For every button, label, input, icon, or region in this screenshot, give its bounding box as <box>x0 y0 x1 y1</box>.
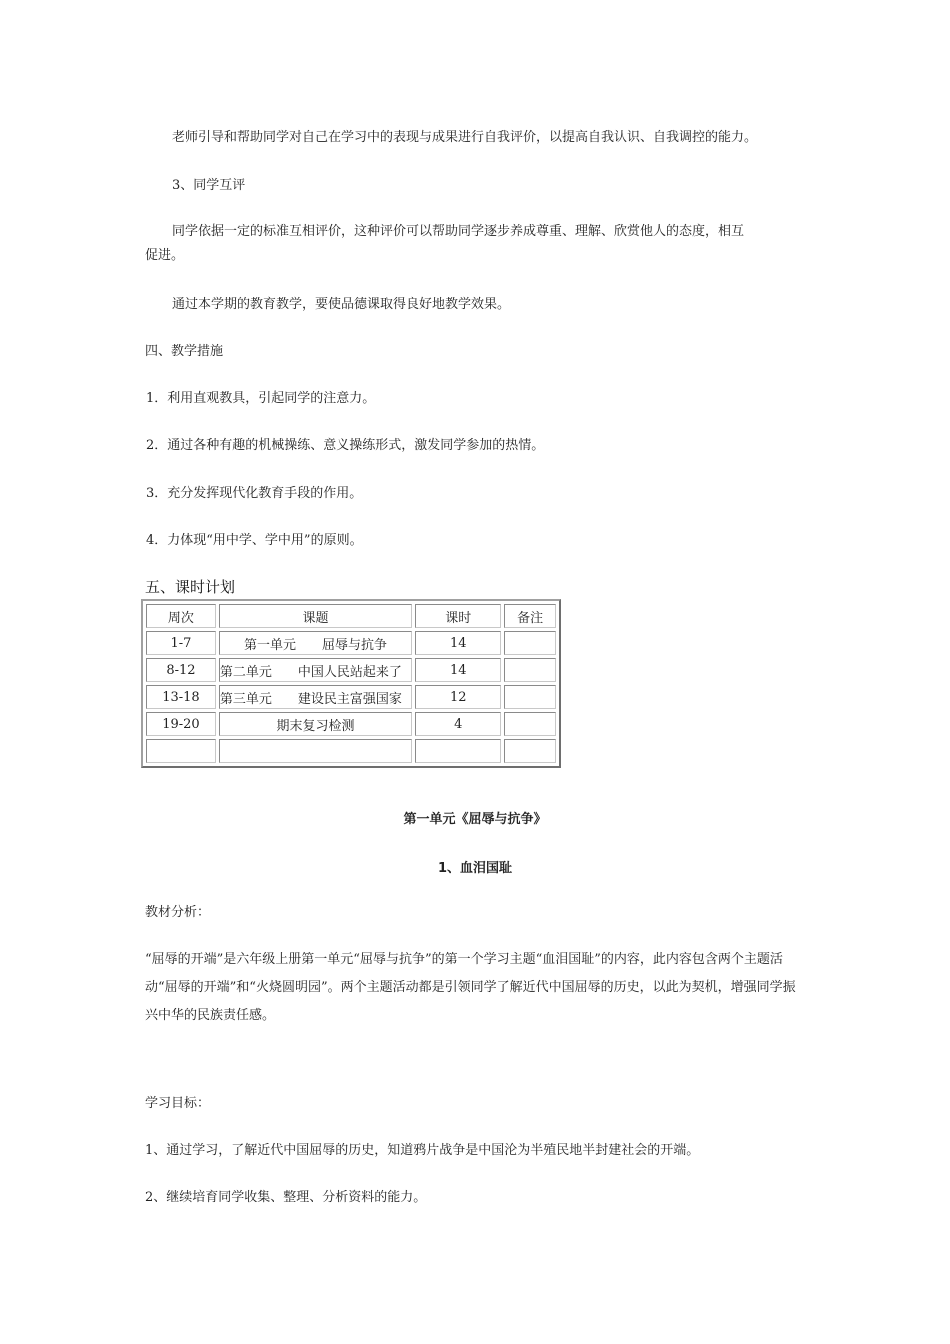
table-row <box>146 739 556 763</box>
table-row <box>146 631 556 655</box>
table-row <box>146 685 556 709</box>
header-cell: 周次 <box>146 604 216 628</box>
peer-eval-title: 3、同学互评 <box>172 178 246 193</box>
table-cell <box>504 658 556 682</box>
measure-item: 3．充分发挥现代化教育手段的作用。 <box>146 486 363 501</box>
objective-item: 2、继续培育同学收集、整理、分析资料的能力。 <box>145 1190 427 1205</box>
table-cell: 13-18 <box>146 685 216 709</box>
table-cell: 14 <box>415 631 501 655</box>
table-cell: 1-7 <box>146 631 216 655</box>
peer-eval-line-2: 促进。 <box>145 248 185 263</box>
goal-paragraph: 通过本学期的教育教学，要使品德课取得良好地教学效果。 <box>172 297 511 312</box>
table-cell: 第一单元 屈辱与抗争 <box>219 631 412 655</box>
schedule-title: 五、课时计划 <box>145 578 236 596</box>
self-eval-paragraph: 老师引导和帮助同学对自己在学习中的表现与成果进行自我评价，以提高自我认识、自我调控的能力。 <box>172 130 758 145</box>
table-cell <box>504 631 556 655</box>
table-cell: 19-20 <box>146 712 216 736</box>
header-cell: 课时 <box>415 604 501 628</box>
peer-eval-line-1: 同学依据一定的标准互相评价，这种评价可以帮助同学逐步养成尊重、理解、欣赏他人的态度，相互 <box>172 224 745 239</box>
table-cell: 期末复习检测 <box>219 712 412 736</box>
table-cell <box>504 739 556 763</box>
schedule-table <box>141 599 561 768</box>
unit-title: 第一单元《屈辱与抗争》 <box>403 812 547 827</box>
table-cell: 14 <box>415 658 501 682</box>
measure-item: 4．力体现“用中学、学中用”的原则。 <box>146 533 363 548</box>
table-cell <box>146 739 216 763</box>
analysis-paragraph: “屈辱的开端”是六年级上册第一单元“屈辱与抗争”的第一个学习主题“血泪国耻”的内容，此内容包含两个主题活动“屈辱的开端”和“火烧圆明园”。两个主题活动都是引领同学了解近代中国屈辱的历史，以此为契机，增强同学振兴中华的民族责任感。 <box>145 952 796 1023</box>
measure-item: 2．通过各种有趣的机械操练、意义操练形式，激发同学参加的热情。 <box>146 438 545 453</box>
analysis-label: 教材分析： <box>145 905 211 920</box>
table-row <box>146 658 556 682</box>
table-cell: 第二单元 中国人民站起来了 <box>219 658 412 682</box>
table-cell: 12 <box>415 685 501 709</box>
table-cell: 第三单元 建设民主富强国家 <box>219 685 412 709</box>
table-cell: 4 <box>415 712 501 736</box>
measures-title: 四、教学措施 <box>145 344 224 359</box>
table-cell <box>504 685 556 709</box>
lesson-title: 1、血泪国耻 <box>437 861 513 876</box>
table-cell <box>415 739 501 763</box>
table-cell <box>219 739 412 763</box>
table-header-row <box>146 604 556 628</box>
table-cell <box>504 712 556 736</box>
objectives-label: 学习目标： <box>145 1096 211 1111</box>
objective-item: 1、通过学习，了解近代中国屈辱的历史，知道鸦片战争是中国沦为半殖民地半封建社会的开端。 <box>145 1143 700 1158</box>
header-cell: 备注 <box>504 604 556 628</box>
table-row <box>146 712 556 736</box>
measure-item: 1．利用直观教具，引起同学的注意力。 <box>146 391 376 406</box>
table-cell: 8-12 <box>146 658 216 682</box>
header-cell: 课题 <box>219 604 412 628</box>
